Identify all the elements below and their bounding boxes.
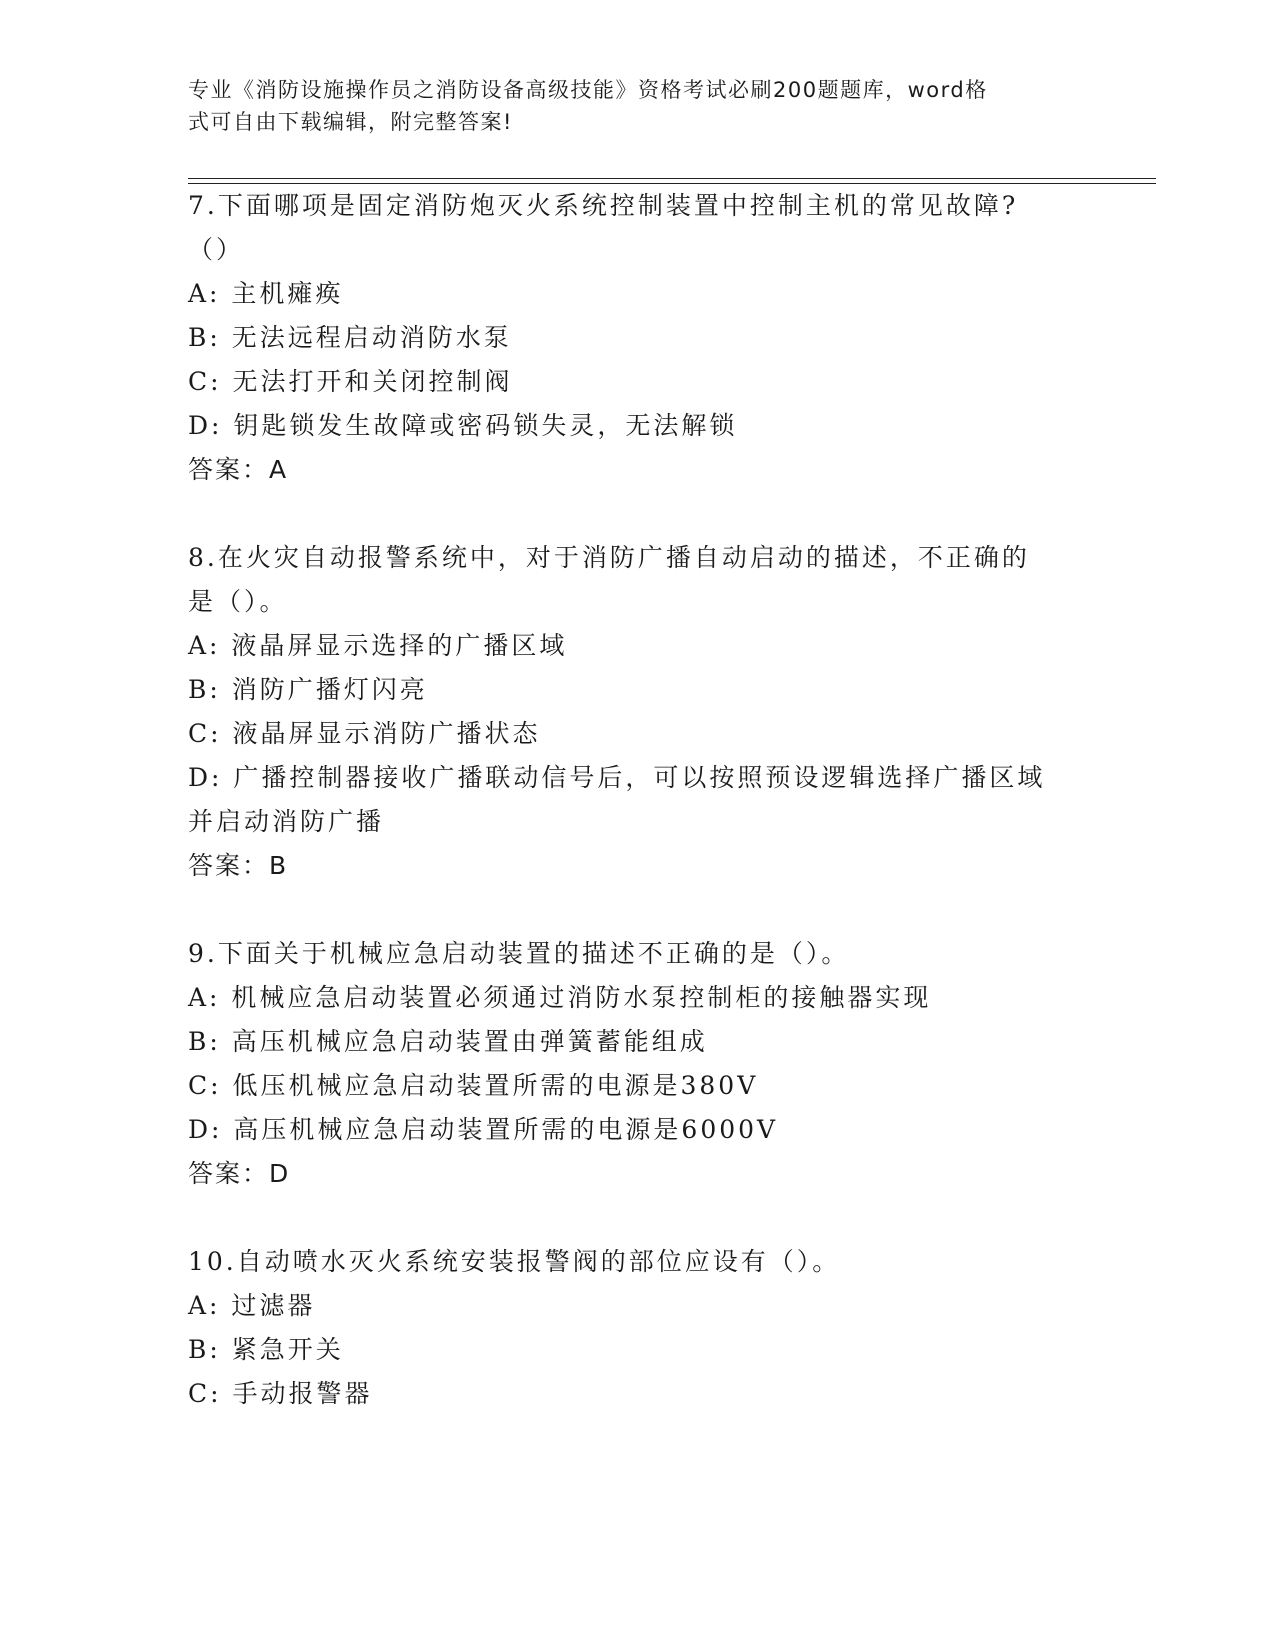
question-9-option-b: B: 高压机械应急启动装置由弹簧蓄能组成 xyxy=(188,1027,708,1056)
question-7-option-a: A: 主机瘫痪 xyxy=(188,279,344,308)
question-7-option-d: D: 钥匙锁发生故障或密码锁失灵，无法解锁 xyxy=(188,411,738,440)
question-8-option-b: B: 消防广播灯闪亮 xyxy=(188,675,428,704)
question-10-stem: 10.自动喷水灭火系统安装报警阀的部位应设有（）。 xyxy=(188,1247,841,1276)
question-10-option-a: A: 过滤器 xyxy=(188,1291,316,1320)
question-8-option-d: D: 广播控制器接收广播联动信号后，可以按照预设逻辑选择广播区域 xyxy=(188,763,1046,792)
question-8-option-c: C: 液晶屏显示消防广播状态 xyxy=(188,719,541,748)
question-7-stem-cont: （） xyxy=(188,235,245,264)
question-7-answer: 答案：A xyxy=(188,455,289,484)
question-8-option-a: A: 液晶屏显示选择的广播区域 xyxy=(188,631,568,660)
question-7-stem: 7.下面哪项是固定消防炮灭火系统控制装置中控制主机的常见故障? xyxy=(188,191,1019,220)
header-line-2: 式可自由下载编辑，附完整答案! xyxy=(188,110,513,134)
question-8-stem-cont: 是（）。 xyxy=(188,587,288,616)
question-9-option-c: C: 低压机械应急启动装置所需的电源是380V xyxy=(188,1071,759,1100)
header-divider-bottom xyxy=(188,183,1156,184)
question-8-option-d-cont: 并启动消防广播 xyxy=(188,807,385,836)
header-divider-top xyxy=(188,178,1156,179)
question-9-stem: 9.下面关于机械应急启动装置的描述不正确的是（）。 xyxy=(188,939,850,968)
document-header xyxy=(188,74,1068,138)
question-7-option-b: B: 无法远程启动消防水泵 xyxy=(188,323,512,352)
question-8-stem: 8.在火灾自动报警系统中，对于消防广播自动启动的描述，不正确的 xyxy=(188,543,1030,572)
question-9-option-d: D: 高压机械应急启动装置所需的电源是6000V xyxy=(188,1115,779,1144)
question-9-answer: 答案：D xyxy=(188,1159,291,1188)
question-7-option-c: C: 无法打开和关闭控制阀 xyxy=(188,367,513,396)
question-9-option-a: A: 机械应急启动装置必须通过消防水泵控制柜的接触器实现 xyxy=(188,983,932,1012)
question-10-option-b: B: 紧急开关 xyxy=(188,1335,344,1364)
question-8-answer: 答案：B xyxy=(188,851,289,880)
question-10-option-c: C: 手动报警器 xyxy=(188,1379,373,1408)
header-line-1: 专业《消防设施操作员之消防设备高级技能》资格考试必刷200题题库，word格 xyxy=(188,78,988,102)
